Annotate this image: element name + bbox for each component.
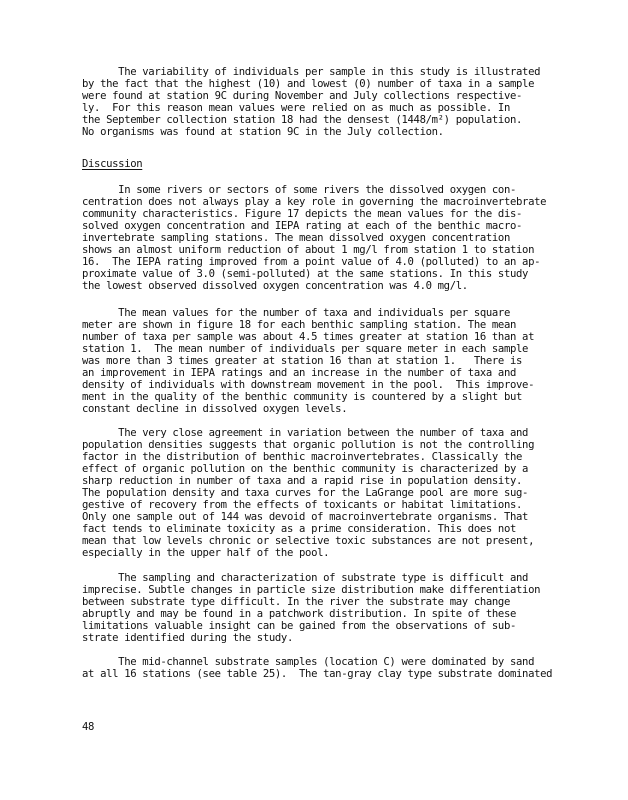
text-line: fact tends to eliminate toxicity as a prime consideration. This does not — [82, 523, 517, 535]
paragraph-organic-pollution — [82, 427, 552, 559]
text-line: The mean values for the number of taxa and individuals per square — [82, 307, 510, 319]
text-line: The variability of individuals per sample in this study is illustrated — [82, 66, 541, 78]
text-line: The population density and taxa curves for the LaGrange pool are more sug- — [82, 487, 529, 499]
text-line: limitations valuable insight can be gained from the observations of sub- — [82, 620, 517, 632]
section-heading-discussion: Discussion — [82, 158, 143, 170]
text-line: constant decline in dissolved oxygen levels. — [82, 403, 348, 415]
text-line: proximate value of 3.0 (semi-polluted) at the same stations. In this study — [82, 268, 529, 280]
text-line: between substrate type difficult. In the river the substrate may change — [82, 596, 510, 608]
text-line: mean that low levels chronic or selective toxic substances are not present, — [82, 535, 535, 547]
text-line: effect of organic pollution on the benthic community is characterized by a — [82, 463, 529, 475]
text-line: density of individuals with downstream movement in the pool. This improve- — [82, 379, 535, 391]
paragraph-variability — [82, 66, 552, 138]
text-line: shows an almost uniform reduction of about 1 mg/l from station 1 to station — [82, 244, 535, 256]
text-line: gestive of recovery from the effects of toxicants or habitat limitations. — [82, 499, 523, 511]
text-line: population densities suggests that organic pollution is not the controlling — [82, 439, 535, 451]
text-line: Only one sample out of 144 was devoid of macroinvertebrate organisms. That — [82, 511, 529, 523]
text-line: The mid-channel substrate samples (location C) were dominated by sand — [82, 656, 535, 668]
text-line: meter are shown in figure 18 for each benthic sampling station. The mean — [82, 319, 517, 331]
text-line: ly. For this reason mean values were relied on as much as possible. In — [82, 102, 510, 114]
text-line: abruptly and may be found in a patchwork distribution. In spite of these — [82, 608, 517, 620]
text-line: The sampling and characterization of substrate type is difficult and — [82, 572, 529, 584]
text-line: The very close agreement in variation between the number of taxa and — [82, 427, 529, 439]
text-line: the lowest observed dissolved oxygen concentration was 4.0 mg/l. — [82, 280, 468, 292]
text-line: was more than 3 times greater at station 16 than at station 1. There is — [82, 355, 523, 367]
text-line: station 1. The mean number of individuals per square meter in each sample — [82, 343, 529, 355]
text-line: In some rivers or sectors of some rivers the dissolved oxygen con- — [82, 184, 517, 196]
text-line: community characteristics. Figure 17 depicts the mean values for the dis- — [82, 208, 523, 220]
paragraph-mid-channel — [82, 656, 552, 680]
text-line: number of taxa per sample was about 4.5 times greater at station 16 than at — [82, 331, 535, 343]
text-line: 16. The IEPA rating improved from a point value of 4.0 (polluted) to an ap- — [82, 256, 541, 268]
text-line: factor in the distribution of benthic macroinvertebrates. Classically the — [82, 451, 523, 463]
text-line: ment in the quality of the benthic community is countered by a slight but — [82, 391, 523, 403]
paragraph-taxa-density — [82, 307, 552, 415]
text-line: invertebrate sampling stations. The mean dissolved oxygen concentration — [82, 232, 510, 244]
text-line: centration does not always play a key role in governing the macroinvertebrate — [82, 196, 547, 208]
text-line: the September collection station 18 had the densest (1448/m²) population. — [82, 114, 523, 126]
text-line: No organisms was found at station 9C in the July collection. — [82, 126, 444, 138]
paragraph-dissolved-oxygen — [82, 184, 552, 292]
text-line: sharp reduction in number of taxa and a rapid rise in population density. — [82, 475, 523, 487]
text-line: an improvement in IEPA ratings and an increase in the number of taxa and — [82, 367, 517, 379]
text-line: by the fact that the highest (10) and lowest (0) number of taxa in a sample — [82, 78, 535, 90]
text-line: were found at station 9C during November and July collections respective- — [82, 90, 523, 102]
text-line: strate identified during the study. — [82, 632, 293, 644]
text-line: solved oxygen concentration and IEPA rating at each of the benthic macro- — [82, 220, 523, 232]
paragraph-substrate-sampling — [82, 572, 552, 644]
page-number: 48 — [82, 721, 95, 733]
text-line: at all 16 stations (see table 25). The tan-gray clay type substrate dominated — [82, 668, 553, 680]
text-line: especially in the upper half of the pool. — [82, 547, 330, 559]
text-line: imprecise. Subtle changes in particle size distribution make differentiation — [82, 584, 541, 596]
